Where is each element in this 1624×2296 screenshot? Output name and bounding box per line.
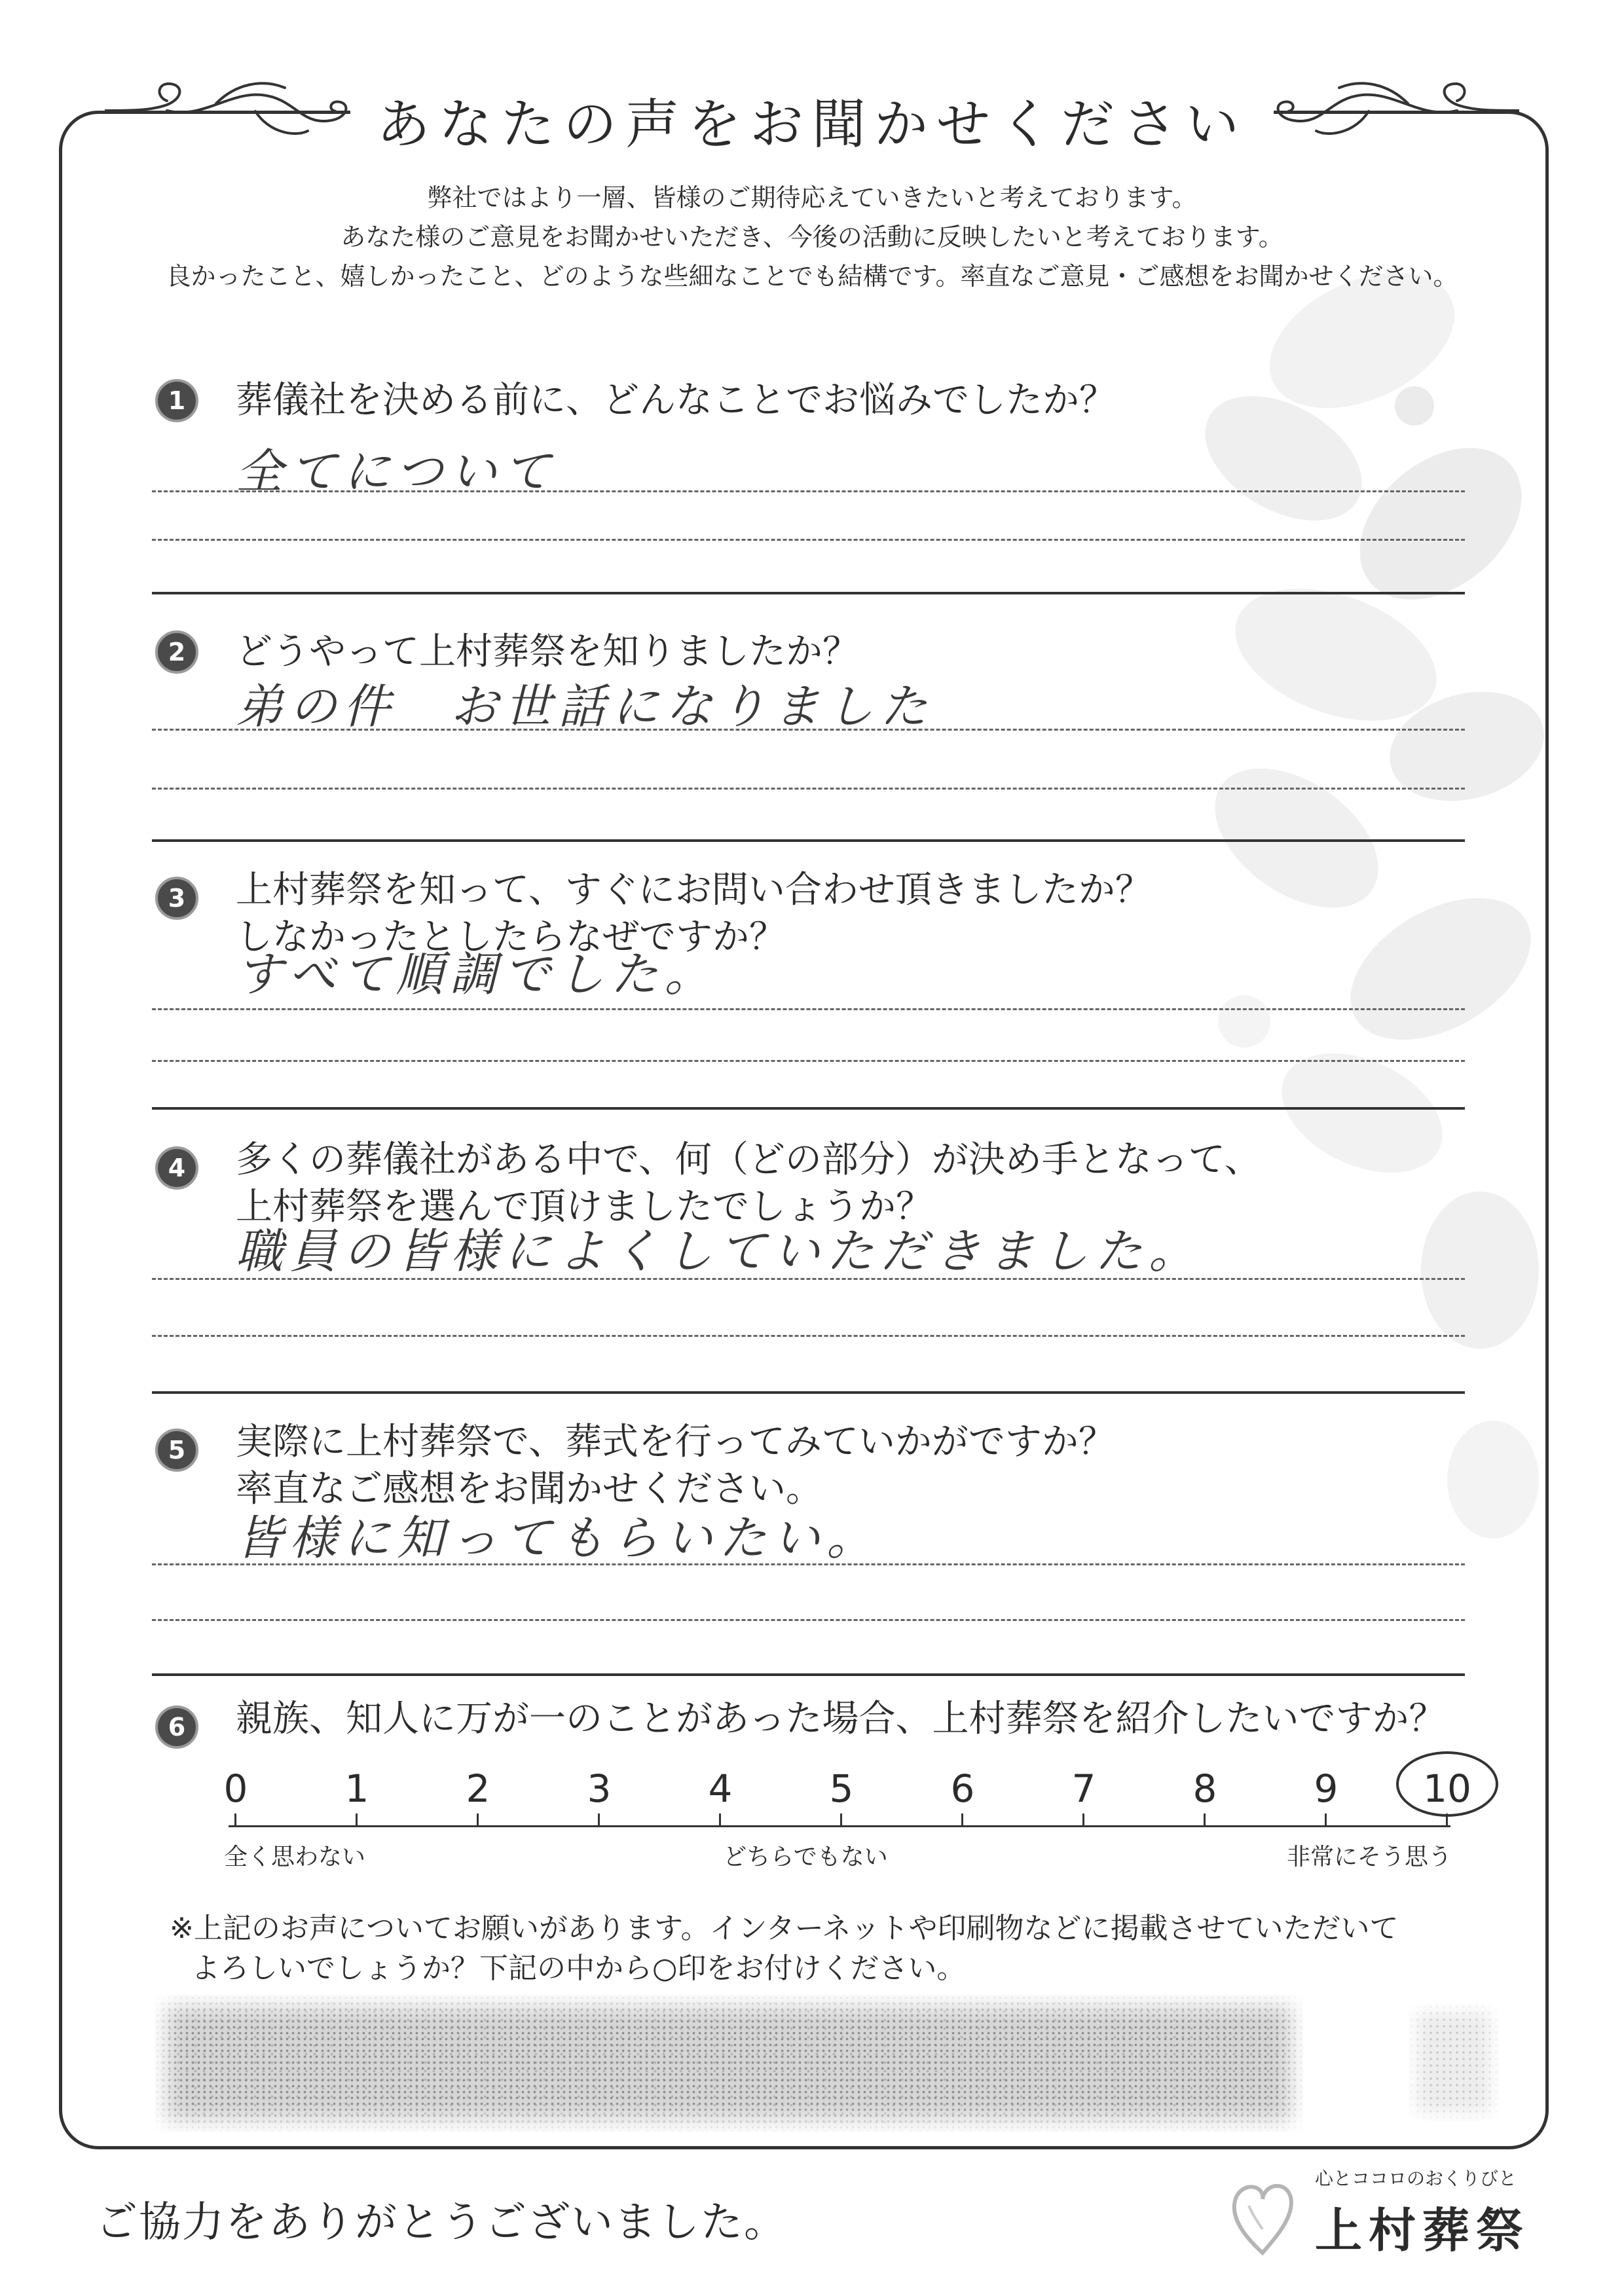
scale-tick [598,1813,600,1827]
note-line: ※上記のお声についてお願いがあります。インターネットや印刷物などに掲載させていただいて [170,1912,1399,1945]
scale-option-3[interactable]: 3 [587,1766,612,1811]
scale-option-4[interactable]: 4 [708,1766,733,1811]
page-title: あなたの声をお聞かせください [350,92,1274,158]
handwritten-answer[interactable]: 弟の件 お世話になりました [236,679,934,734]
scale-option-7[interactable]: 7 [1071,1766,1096,1811]
question-text: 多くの葬儀社がある中で、何（どの部分）が決め手となって、 [236,1139,1261,1181]
logo-tagline: 心とココロのおくりびと [1315,2168,1517,2189]
question-number-badge: 6 [155,1705,198,1749]
intro-text [0,178,1624,296]
question-number-badge: 2 [155,630,198,674]
handwritten-answer[interactable]: 職員の皆様によくしていただきました。 [236,1224,1203,1279]
scale-label-low: 全く思わない [223,1844,365,1870]
company-logo-name: 上村葬祭 [1315,2203,1530,2258]
scale-label-mid: どちらでもない [723,1844,888,1870]
handwritten-answer[interactable]: 全てについて [236,444,557,499]
scale-tick [840,1813,842,1827]
question-text: 上村葬祭を選んで頂けましたでしょうか？ [236,1186,932,1228]
selected-score-circle [1396,1751,1498,1817]
scale-tick [961,1813,963,1827]
scale-tick [477,1813,479,1827]
scale-option-8[interactable]: 8 [1192,1766,1217,1811]
question-number-badge: 4 [155,1146,198,1190]
scale-option-2[interactable]: 2 [466,1766,490,1811]
scale-label-high: 非常にそう思う [1286,1844,1452,1870]
question-number-badge: 1 [155,379,198,422]
question-text: 率直なご感想をお聞かせください。 [236,1468,822,1510]
answer-dotted-line [152,539,1465,541]
question-text: どうやって上村葬祭を知りましたか？ [236,630,859,673]
section-divider [152,1673,1465,1676]
answer-dotted-line [152,1060,1465,1062]
intro-line: あなた様のご意見をお聞かせいただき、今後の活動に反映したいと考えております。 [341,223,1283,251]
handwritten-answer[interactable]: すべて順調でした。 [236,947,718,1002]
rating-scale-line [229,1825,1450,1827]
answer-dotted-line [152,1619,1465,1621]
redacted-mark [1408,2003,1500,2121]
scale-option-6[interactable]: 6 [950,1766,975,1811]
scale-option-5[interactable]: 5 [829,1766,854,1811]
answer-dotted-line [152,1335,1465,1337]
question-text: 実際に上村葬祭で、葬式を行ってみていかがですか？ [236,1421,1115,1463]
scale-tick [1325,1813,1327,1827]
rating-question-text: 親族、知人に万が一のことがあった場合、上村葬祭を紹介したいですか？ [236,1698,1446,1740]
scale-option-9[interactable]: 9 [1314,1766,1338,1811]
handwritten-answer[interactable]: 皆様に知ってもらいたい。 [236,1510,881,1565]
answer-dotted-line [152,1008,1465,1010]
question-text: 葬儀社を決める前に、どんなことでお悩みでしたか？ [236,379,1116,422]
question-number-badge: 5 [155,1429,198,1472]
thank-you-message: ご協力をありがとうございました。 [96,2198,787,2247]
redacted-consent-options [155,1995,1303,2132]
scale-tick [719,1813,721,1827]
scale-tick [1082,1813,1084,1827]
scale-tick [356,1813,358,1827]
scale-option-0[interactable]: 0 [223,1766,248,1811]
question-text: 上村葬祭を知って、すぐにお問い合わせ頂きましたか？ [236,869,1152,911]
question-text: しなかったとしたらなぜですか？ [236,916,786,958]
section-divider [152,592,1465,594]
section-divider [152,1107,1465,1110]
scale-option-10[interactable]: 10 [1423,1766,1471,1811]
title-flourish-left [105,72,354,151]
scale-tick [234,1813,236,1827]
title-flourish-right [1270,72,1519,151]
intro-line: 弊社ではより一層、皆様のご期待応えていきたいと考えております。 [427,183,1197,212]
publication-request-note [170,1908,1399,1988]
scale-tick [1204,1813,1206,1827]
scale-option-1[interactable]: 1 [344,1766,369,1811]
section-divider [152,1391,1465,1394]
heart-logo-icon [1229,2176,1296,2259]
section-divider [152,839,1465,842]
question-number-badge: 3 [155,877,198,920]
answer-dotted-line [152,788,1465,790]
note-line: よろしいでしょうか？下記の中から○印をお付けください。 [191,1952,966,1985]
intro-line: 良かったこと、嬉しかったこと、どのような些細なことでも結構です。率直なご意見・ご感想をお聞かせください。 [166,262,1458,291]
